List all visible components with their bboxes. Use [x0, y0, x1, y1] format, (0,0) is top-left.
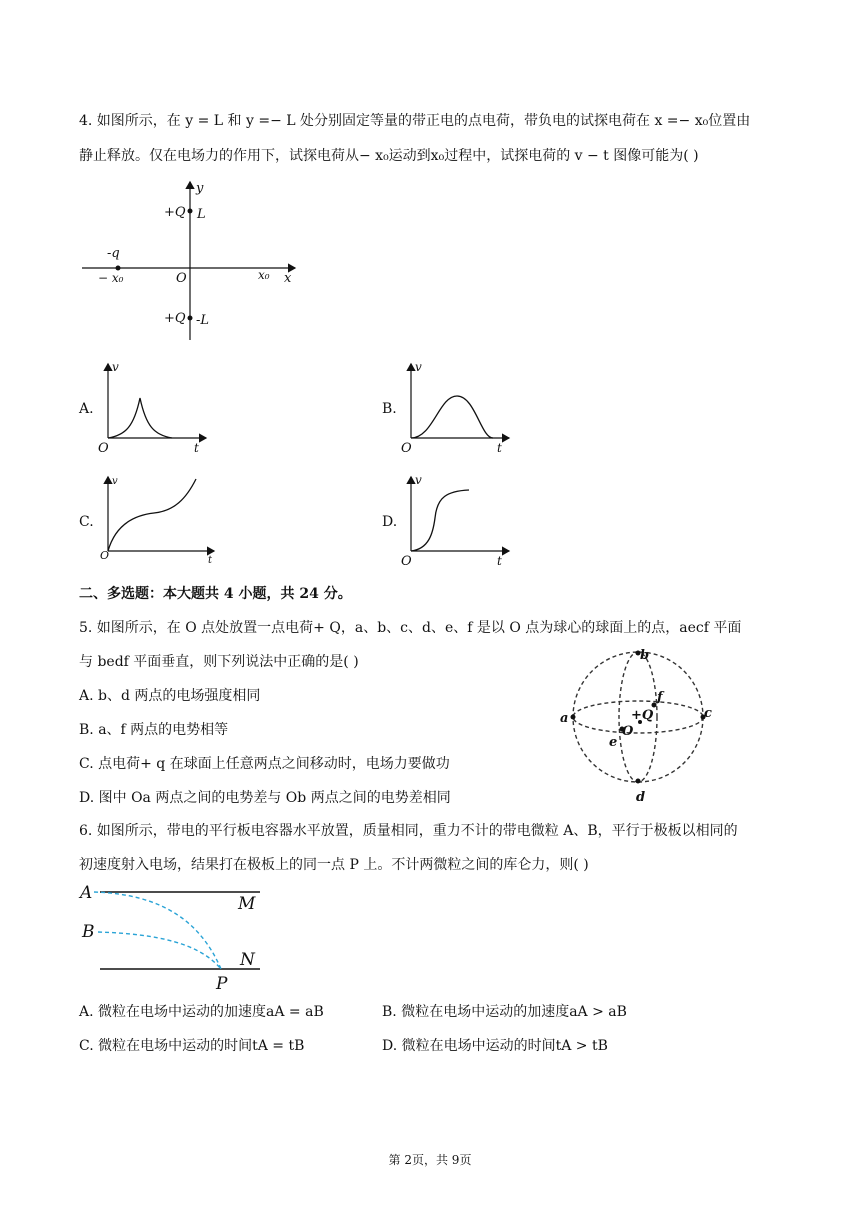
- q5-option-c[interactable]: C. 点电荷+ q 在球面上任意两点之间移动时，电场力要做功: [79, 756, 450, 772]
- q6-option-a[interactable]: A. 微粒在电场中运动的加速度aA = aB: [79, 1004, 324, 1020]
- q4-charge-figure: [80, 178, 310, 343]
- q4-option-c-label[interactable]: C.: [79, 514, 94, 530]
- o-label: O: [98, 441, 109, 456]
- q4-option-a-label[interactable]: A.: [79, 401, 94, 417]
- point-e-label: e: [609, 735, 618, 750]
- charge-q-label: +Q: [631, 708, 654, 723]
- q5-line-2: 与 bedf 平面垂直，则下列说法中正确的是( ): [79, 654, 359, 670]
- particle-b-label: B: [82, 922, 95, 942]
- top-position-label: L: [197, 207, 206, 222]
- plate-n-label: N: [240, 950, 255, 970]
- o-label: O: [401, 441, 412, 456]
- particle-a-label: A: [80, 883, 93, 903]
- v-label: v: [415, 360, 422, 374]
- q5-line-1: 5. 如图所示，在 O 点处放置一点电荷+ Q，a、b、c、d、e、f 是以 O 点为球心的球面上的点，aecf 平面: [79, 620, 742, 636]
- q6-line-1: 6. 如图所示，带电的平行板电容器水平放置，质量相同，重力不计的带电微粒 A、B，平行于极板以相同的: [79, 823, 738, 839]
- t-label: t: [497, 554, 502, 568]
- t-label: t: [497, 441, 502, 455]
- bottom-position-label: -L: [196, 313, 210, 328]
- bottom-charge-dot: [188, 316, 193, 321]
- test-charge-dot: [116, 266, 121, 271]
- section-heading: 二、多选题：本大题共 4 小题，共 24 分。: [79, 586, 352, 602]
- q4-line-2: 静止释放。仅在电场力的作用下，试探电荷从− x₀运动到x₀过程中，试探电荷的 v − t 图像可能为( ): [79, 148, 699, 164]
- v-label: v: [112, 360, 119, 374]
- q6-capacitor-figure: [80, 880, 280, 995]
- bottom-charge-label: +Q: [164, 311, 186, 326]
- center-o-label: O: [622, 724, 634, 739]
- bell-curve: [411, 396, 493, 438]
- point-f-label: f: [657, 690, 663, 705]
- v-label: v: [415, 473, 422, 487]
- v-label: v: [112, 476, 118, 487]
- q5-sphere-figure: [556, 645, 726, 805]
- origin-label: O: [176, 271, 187, 286]
- q4-line-1: 4. 如图所示，在 y = L 和 y =− L 处分别固定等量的带正电的点电荷，带负电的试探电荷在 x =− x₀位置由: [79, 113, 751, 129]
- test-charge-label: -q: [107, 246, 120, 261]
- point-p-label: P: [216, 974, 228, 994]
- q4-option-d-label[interactable]: D.: [382, 514, 398, 530]
- q4-option-a-graph[interactable]: [96, 360, 216, 455]
- q4-option-d-graph[interactable]: [399, 473, 519, 568]
- q5-option-b[interactable]: B. a、f 两点的电势相等: [79, 722, 229, 738]
- q6-option-d[interactable]: D. 微粒在电场中运动的时间tA > tB: [382, 1038, 608, 1054]
- pos-x0-label: x₀: [258, 268, 270, 282]
- neg-x0-label: − x₀: [98, 271, 124, 285]
- point-d-label: d: [636, 790, 646, 805]
- q6-option-c[interactable]: C. 微粒在电场中运动的时间tA = tB: [79, 1038, 305, 1054]
- point-b-label: b: [640, 648, 650, 663]
- q6-line-2: 初速度射入电场，结果打在极板上的同一点 P 上。不计两微粒之间的库仑力，则( ): [79, 857, 589, 873]
- page-footer: 第 2页，共 9页: [388, 1153, 472, 1167]
- point-a-label: a: [560, 711, 569, 726]
- x-axis-label: x: [284, 271, 292, 286]
- q4-option-b-label[interactable]: B.: [382, 401, 397, 417]
- path-a: [94, 892, 221, 969]
- t-label: t: [194, 441, 199, 455]
- point-c-label: c: [704, 706, 712, 721]
- s-curve: [411, 490, 469, 551]
- y-axis-label: y: [196, 181, 204, 196]
- q4-option-c-graph[interactable]: [96, 473, 226, 568]
- cusp-curve: [108, 398, 172, 438]
- q4-option-b-graph[interactable]: [399, 360, 519, 455]
- o-label: O: [100, 549, 110, 562]
- top-charge-dot: [188, 209, 193, 214]
- rising-curve: [108, 479, 196, 551]
- plate-m-label: M: [238, 894, 256, 914]
- q5-option-d[interactable]: D. 图中 Oa 两点之间的电势差与 Ob 两点之间的电势差相同: [79, 790, 451, 806]
- top-charge-label: +Q: [164, 205, 186, 220]
- q6-option-b[interactable]: B. 微粒在电场中运动的加速度aA > aB: [382, 1004, 627, 1020]
- o-label: O: [401, 554, 412, 569]
- q5-option-a[interactable]: A. b、d 两点的电场强度相同: [79, 688, 261, 704]
- t-label: t: [208, 555, 213, 566]
